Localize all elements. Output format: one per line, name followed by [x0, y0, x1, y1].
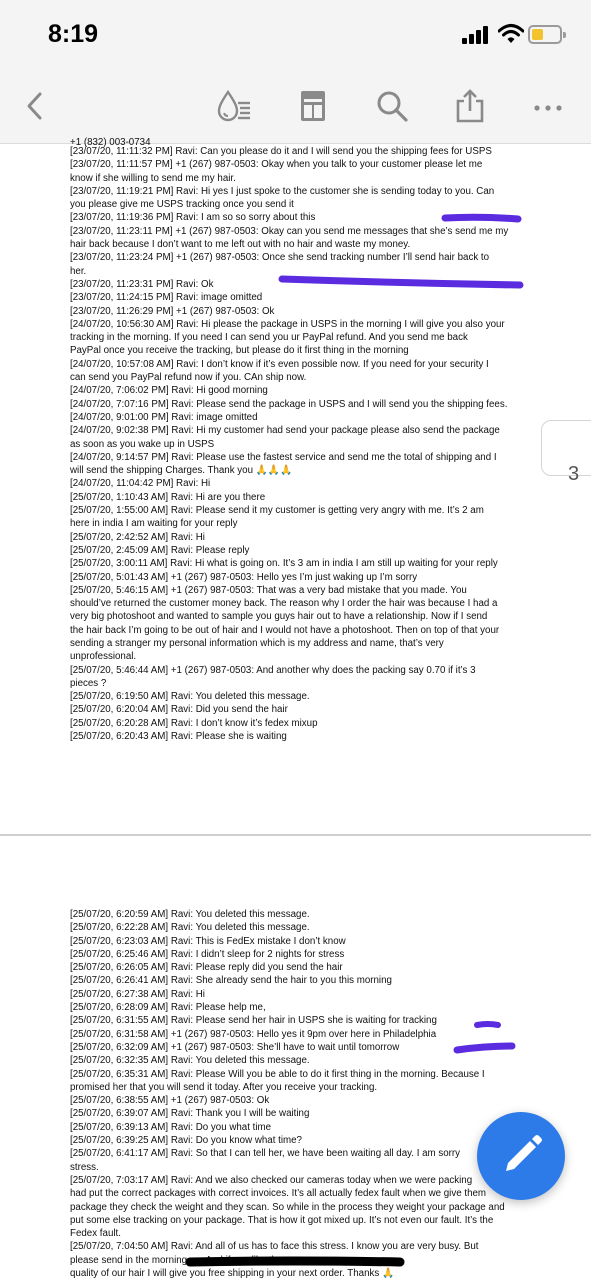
transcript-line: will send the shipping Charges. Thank you 🙏🙏🙏 [70, 465, 293, 477]
reader-icon[interactable] [296, 88, 332, 124]
transcript-line: [25/07/20, 6:39:13 AM] Ravi: Do you what time [70, 1121, 272, 1133]
transcript-line: should’ve returned the customer money back. The reason why I order the hair was because I had a [70, 598, 498, 610]
transcript-line: [23/07/20, 11:23:31 PM] Ravi: Ok [70, 278, 214, 290]
transcript-line: [25/07/20, 6:20:59 AM] Ravi: You deleted this message. [70, 909, 310, 920]
transcript-line: tracking in the morning. If you need I can send you ur PayPal refund. And you send me back [70, 332, 468, 344]
droplet-list-icon[interactable] [216, 88, 252, 124]
transcript-line: [23/07/20, 11:19:21 PM] Ravi: Hi yes I just spoke to the customer she is sending today to you. Can [70, 185, 495, 197]
pdf-page-3-text [70, 908, 525, 1280]
cellular-signal-icon [462, 26, 492, 44]
transcript-line: [25/07/20, 3:00:11 AM] Ravi: Hi what is going on. It’s 3 am in india I am still up waiting for your reply [70, 558, 498, 570]
transcript-line: [25/07/20, 1:55:00 AM] Ravi: Please send it my customer is getting very angry with me. It’s 2 am [70, 505, 484, 517]
transcript-line: package they check the weight and they scan. So while in the process they weight your package and [70, 1201, 505, 1213]
page-number: 3 [568, 463, 580, 485]
page-divider [0, 834, 591, 836]
transcript-line: sending a stranger my personal information which is my address and name, that’s very [70, 637, 444, 649]
transcript-line: the hair back I’m going to be out of hair and I would not have a photoshoot. Then on top of that your [70, 624, 500, 636]
transcript-line: Fedex fault. [70, 1228, 121, 1240]
transcript-line: [25/07/20, 5:46:15 AM] +1 (267) 987-0503: That was a very bad mistake that you made. You [70, 584, 467, 596]
status-bar [0, 0, 591, 70]
transcript-line: [25/07/20, 1:10:43 AM] Ravi: Hi are you there [70, 491, 266, 503]
transcript-line: [25/07/20, 7:04:50 AM] Ravi: And all of us has to face this stress. I know you are very busy. But [70, 1241, 479, 1253]
transcript-line: unprofessional. [70, 651, 137, 663]
transcript-line: [25/07/20, 6:20:04 AM] Ravi: Did you send the hair [70, 704, 288, 716]
transcript-line: [25/07/20, 5:46:44 AM] +1 (267) 987-0503: And another why does the packing say 0.70 if it’s 3 [70, 664, 476, 676]
pdf-page-2-text [70, 145, 525, 743]
transcript-line: put some else tracking on your package. That is how it got mixed up. It’s not even our fault. It’s the [70, 1214, 494, 1226]
transcript-line: [25/07/20, 6:28:09 AM] Ravi: Please help me, [70, 1002, 266, 1014]
transcript-line: [23/07/20, 11:24:15 PM] Ravi: image omitted [70, 292, 263, 304]
status-time: 8:19 [48, 20, 99, 48]
transcript-line: [23/07/20, 11:11:57 PM] +1 (267) 987-0503: Okay when you talk to your customer please let me [70, 159, 483, 171]
wifi-icon [498, 22, 524, 46]
search-icon[interactable] [374, 88, 410, 124]
transcript-line: [23/07/20, 11:23:24 PM] +1 (267) 987-0503: Once she send tracking number I’ll send hair back to [70, 252, 490, 264]
transcript-line: [25/07/20, 6:39:25 AM] Ravi: Do you know what time? [70, 1135, 302, 1147]
transcript-line: [25/07/20, 6:20:28 AM] Ravi: I don’t know it’s fedex mixup [70, 717, 318, 729]
pdf-document-viewer[interactable] [0, 137, 591, 1280]
transcript-line: stress. [70, 1161, 99, 1173]
chevron-left-icon[interactable] [20, 88, 56, 124]
transcript-line: [25/07/20, 6:26:05 AM] Ravi: Please reply did you send the hair [70, 962, 343, 974]
transcript-line: [23/07/20, 11:26:29 PM] +1 (267) 987-0503: Ok [70, 305, 275, 317]
transcript-line: [25/07/20, 5:01:43 AM] +1 (267) 987-0503: Hello yes I’m just waking up I’m sorry [70, 571, 418, 583]
transcript-line: [23/07/20, 11:11:32 PM] Ravi: Can you please do it and I will send you the shipping fees for USPS [70, 146, 492, 157]
transcript-line: her. [70, 265, 87, 277]
transcript-line: [25/07/20, 6:32:35 AM] Ravi: You deleted this message. [70, 1055, 310, 1067]
transcript-line: please send in the morning ou. And if you like the [70, 1254, 283, 1266]
battery-icon [528, 25, 562, 44]
transcript-line: had put the correct packages with correct invoices. It’s all actually fedex fault when we give them [70, 1188, 487, 1200]
clipped-line: +1 (832) 003-0734 [70, 137, 151, 148]
transcript-line: [23/07/20, 11:23:11 PM] +1 (267) 987-0503: Okay can you send me messages that she’s send me my [70, 225, 509, 237]
transcript-line: [25/07/20, 2:45:09 AM] Ravi: Please reply [70, 544, 250, 556]
transcript-line: PayPal once you receive the tracking, but please do it first thing in the morning [70, 345, 409, 357]
transcript-line: promised her that you will send it today. After you receive your tracking. [70, 1081, 378, 1093]
transcript-line: [25/07/20, 6:22:28 AM] Ravi: You deleted this message. [70, 922, 310, 934]
share-icon[interactable] [452, 88, 488, 124]
transcript-line: [24/07/20, 9:01:00 PM] Ravi: image omitted [70, 411, 258, 423]
page-indicator-tab[interactable] [541, 420, 591, 476]
transcript-line: quality of our hair I will give you free shipping in your next order. Thanks 🙏 [70, 1268, 395, 1280]
transcript-line: [25/07/20, 6:35:31 AM] Ravi: Please Will you be able to do it first thing in the morning. Because I [70, 1068, 485, 1080]
transcript-line: [25/07/20, 2:42:52 AM] Ravi: Hi [70, 531, 205, 543]
transcript-line: [25/07/20, 7:03:17 AM] Ravi: And we also checked our cameras today when we were packing [70, 1174, 473, 1186]
transcript-line: [24/07/20, 11:04:42 PM] Ravi: Hi [70, 478, 211, 490]
transcript-line: very big photoshoot and wanted to sample you guys hair out to have a relationship. Now if I send [70, 611, 488, 623]
transcript-line: [24/07/20, 9:02:38 PM] Ravi: Hi my customer had send your package please also send the package [70, 425, 500, 437]
transcript-line: [25/07/20, 6:31:55 AM] Ravi: Please send her hair in USPS she is waiting for tracking [70, 1015, 437, 1027]
transcript-line: hair back because I don’t want to me left out with no hair and waste my money. [70, 239, 411, 251]
transcript-line: as soon as you wake up in USPS [70, 438, 215, 450]
transcript-line: [25/07/20, 6:32:09 AM] +1 (267) 987-0503: She’ll have to wait until tomorrow [70, 1041, 400, 1053]
transcript-line: [23/07/20, 11:19:36 PM] Ravi: I am so so sorry about this [70, 212, 316, 224]
transcript-line: here in india I am waiting for your reply [70, 518, 238, 530]
transcript-line: can send you PayPal refund now if you. CAn ship now. [70, 372, 307, 384]
transcript-line: [25/07/20, 6:23:03 AM] Ravi: This is FedEx mistake I don’t know [70, 935, 346, 947]
transcript-line: you please give me USPS tracking once you send it [70, 199, 294, 211]
transcript-line: [25/07/20, 6:39:07 AM] Ravi: Thank you I will be waiting [70, 1108, 310, 1120]
transcript-line: [25/07/20, 6:20:43 AM] Ravi: Please she is waiting [70, 731, 287, 743]
transcript-line: [25/07/20, 6:41:17 AM] Ravi: So that I can tell her, we have been waiting all day. I am sorry [70, 1148, 461, 1160]
transcript-line: [25/07/20, 6:26:41 AM] Ravi: She already send the hair to you this morning [70, 975, 392, 987]
more-icon[interactable] [530, 88, 566, 124]
transcript-line: [25/07/20, 6:27:38 AM] Ravi: Hi [70, 988, 205, 1000]
transcript-line: pieces ? [70, 677, 107, 689]
transcript-line: [24/07/20, 7:07:16 PM] Ravi: Please send the package in USPS and I will send you the shipping fees. [70, 398, 508, 410]
transcript-line: [25/07/20, 6:19:50 AM] Ravi: You deleted this message. [70, 691, 310, 703]
pdf-toolbar [0, 70, 591, 144]
transcript-line: [25/07/20, 6:25:46 AM] Ravi: I didn’t sleep for 2 nights for stress [70, 948, 345, 960]
pencil-icon [477, 1112, 565, 1200]
transcript-line: [24/07/20, 10:57:08 AM] Ravi: I don’t know if it’s even possible now. If you need for your security I [70, 358, 489, 370]
transcript-line: [25/07/20, 6:31:58 AM] +1 (267) 987-0503: Hello yes it 9pm over here in Philadelphia [70, 1028, 437, 1040]
transcript-line: [24/07/20, 9:14:57 PM] Ravi: Please use the fastest service and send me the total of shipping and I [70, 451, 497, 463]
transcript-line: [24/07/20, 10:56:30 AM] Ravi: Hi please the package in USPS in the morning I will give you also your [70, 318, 505, 330]
transcript-line: know if she willing to send me my hair. [70, 172, 236, 184]
edit-button[interactable] [477, 1112, 565, 1200]
transcript-line: [24/07/20, 7:06:02 PM] Ravi: Hi good morning [70, 385, 268, 397]
transcript-line: [25/07/20, 6:38:55 AM] +1 (267) 987-0503: Ok [70, 1095, 270, 1107]
